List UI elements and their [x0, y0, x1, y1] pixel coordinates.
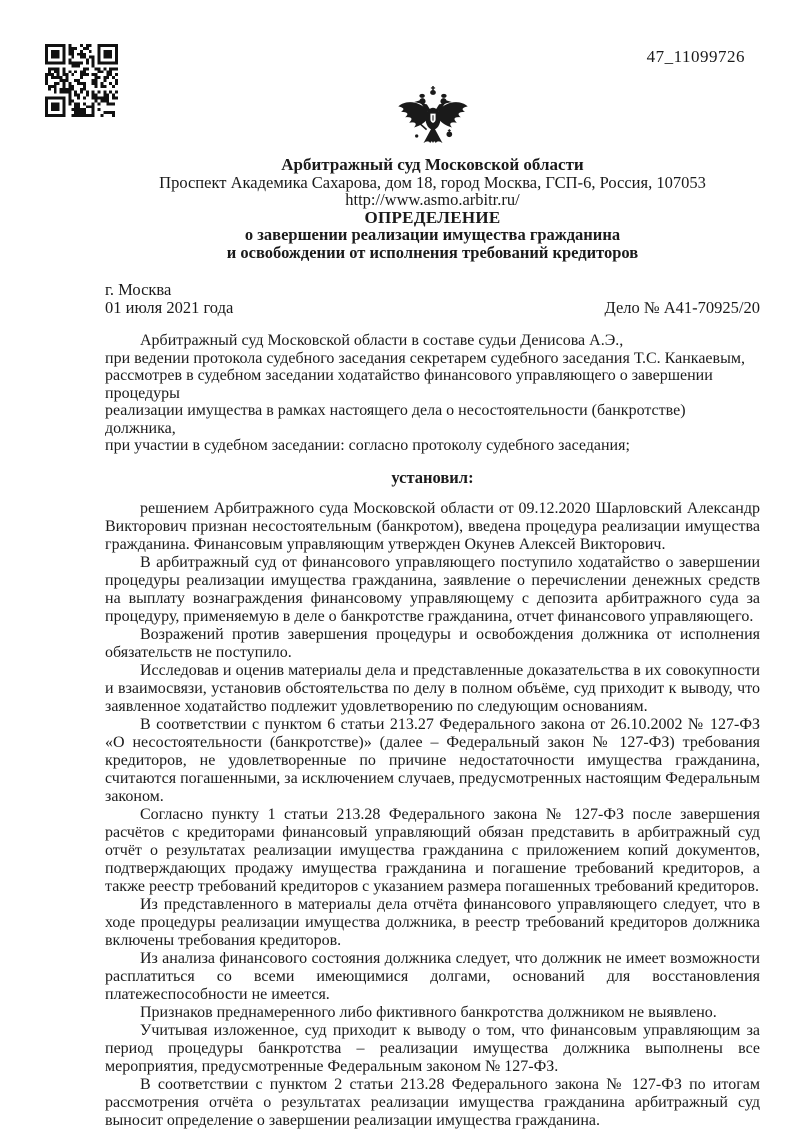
- document-title: ОПРЕДЕЛЕНИЕ: [364, 207, 501, 227]
- document-subtitle-line1: о завершении реализации имущества гражданина: [244, 225, 621, 244]
- place-date-block: [105, 281, 760, 316]
- body-paragraph: Учитывая изложенное, суд приходит к выводу о том, что финансовым управляющим за период процедуры банкротства – реализации имущества должника выполнены все мероприятия, предусмотренные Федеральным законом № 127-ФЗ.: [105, 1022, 760, 1075]
- coat-of-arms-icon: [392, 86, 474, 154]
- body-paragraph: решением Арбитражного суда Московской области от 09.12.2020 Шарловский Александр Викторович признан несостоятельным (банкротом), введена процедура реализации имущества гражданина. Финансовым управляющим утвержден Окунев Алексей Викторович.: [105, 500, 760, 553]
- qr-code-icon: [45, 44, 118, 117]
- body-paragraph: Признаков преднамеренного либо фиктивного банкротства должником не выявлено.: [140, 1004, 717, 1021]
- intro-line: Арбитражный суд Московской области в составе судьи Денисова А.Э.,: [140, 332, 624, 349]
- body-paragraph: Из представленного в материалы дела отчёта финансового управляющего следует, что в ходе процедуры реализации имущества должника, в реестр требований кредиторов должника включены требования кредиторов.: [105, 896, 760, 949]
- section-heading-ustanovil: установил:: [391, 467, 474, 487]
- document-date: 01 июля 2021 года: [105, 297, 234, 317]
- body-paragraph: В соответствии с пунктом 6 статьи 213.27 Федерального закона от 26.10.2002 № 127-ФЗ «О несостоятельности (банкротстве)» (далее – Федеральный закон № 127-ФЗ) требования кредиторов, не удовлетворенные по причине недостаточности имущества гражданина, считаются погашенными, за исключением случаев, предусмотренных настоящим Федеральным законом.: [105, 716, 760, 805]
- document-number: 47_11099726: [646, 47, 745, 66]
- place-city: г. Москва: [105, 280, 172, 299]
- case-number: Дело № А41-70925/20: [604, 297, 760, 317]
- intro-line: рассмотрев в судебном заседании ходатайство финансового управляющего о завершении процедуры: [105, 367, 713, 402]
- court-website: http://www.asmo.arbitr.ru/: [345, 190, 520, 209]
- document-body: [105, 500, 760, 1130]
- body-paragraph: Согласно пункту 1 статьи 213.28 Федерального закона № 127-ФЗ после завершения расчётов с кредиторами финансовый управляющий обязан представить в арбитражный суд отчёт о результатах реализации имущества гражданина с приложением копий документов, подтверждающих продажу имущества гражданина и погашение требований кредиторов, а также реестр требований кредиторов с указанием размера погашенных требований кредиторов.: [105, 806, 760, 895]
- intro-line: реализации имущества в рамках настоящего дела о несостоятельности (банкротстве) должника,: [105, 402, 686, 437]
- court-address: Проспект Академика Сахарова, дом 18, город Москва, ГСП-6, Россия, 107053: [159, 172, 706, 192]
- body-paragraph: Возражений против завершения процедуры и освобождения должника от исполнения обязательств не поступило.: [105, 626, 760, 661]
- intro-line: при ведении протокола судебного заседания секретарем судебного заседания Т.С. Канкаевым,: [105, 349, 745, 367]
- document-subtitle-line2: и освобождении от исполнения требований кредиторов: [226, 242, 639, 262]
- court-composition-block: [105, 332, 760, 455]
- intro-line: при участии в судебном заседании: согласно протоколу судебного заседания;: [105, 437, 630, 454]
- body-paragraph: Из анализа финансового состояния должника следует, что должник не имеет возможности расплатиться со всеми имеющимися долгами, оснований для восстановления платежеспособности не имеется.: [105, 950, 760, 1003]
- body-paragraph: Исследовав и оценив материалы дела и представленные доказательства в их совокупности и взаимосвязи, установив обстоятельства по делу в полном объёме, суд приходит к выводу, что заявленное ходатайство подлежит удовлетворению по следующим основаниям.: [105, 662, 760, 715]
- document-content: [105, 86, 760, 1130]
- body-paragraph: В соответствии с пунктом 2 статьи 213.28 Федерального закона № 127-ФЗ по итогам рассмотрения отчёта о результатах реализации имущества гражданина арбитражный суд выносит определение о завершении реализации имущества гражданина.: [105, 1076, 760, 1129]
- court-name: Арбитражный суд Московской области: [281, 155, 584, 174]
- body-paragraph: В арбитражный суд от финансового управляющего поступило ходатайство о завершении процедуры реализации имущества гражданина, заявление о перечислении денежных средств на выплату вознаграждения финансовому управляющему с депозита арбитражного суда за процедуру, применяемую в деле о банкротстве гражданина, отчет финансового управляющего.: [105, 554, 760, 625]
- document-header: [105, 86, 760, 261]
